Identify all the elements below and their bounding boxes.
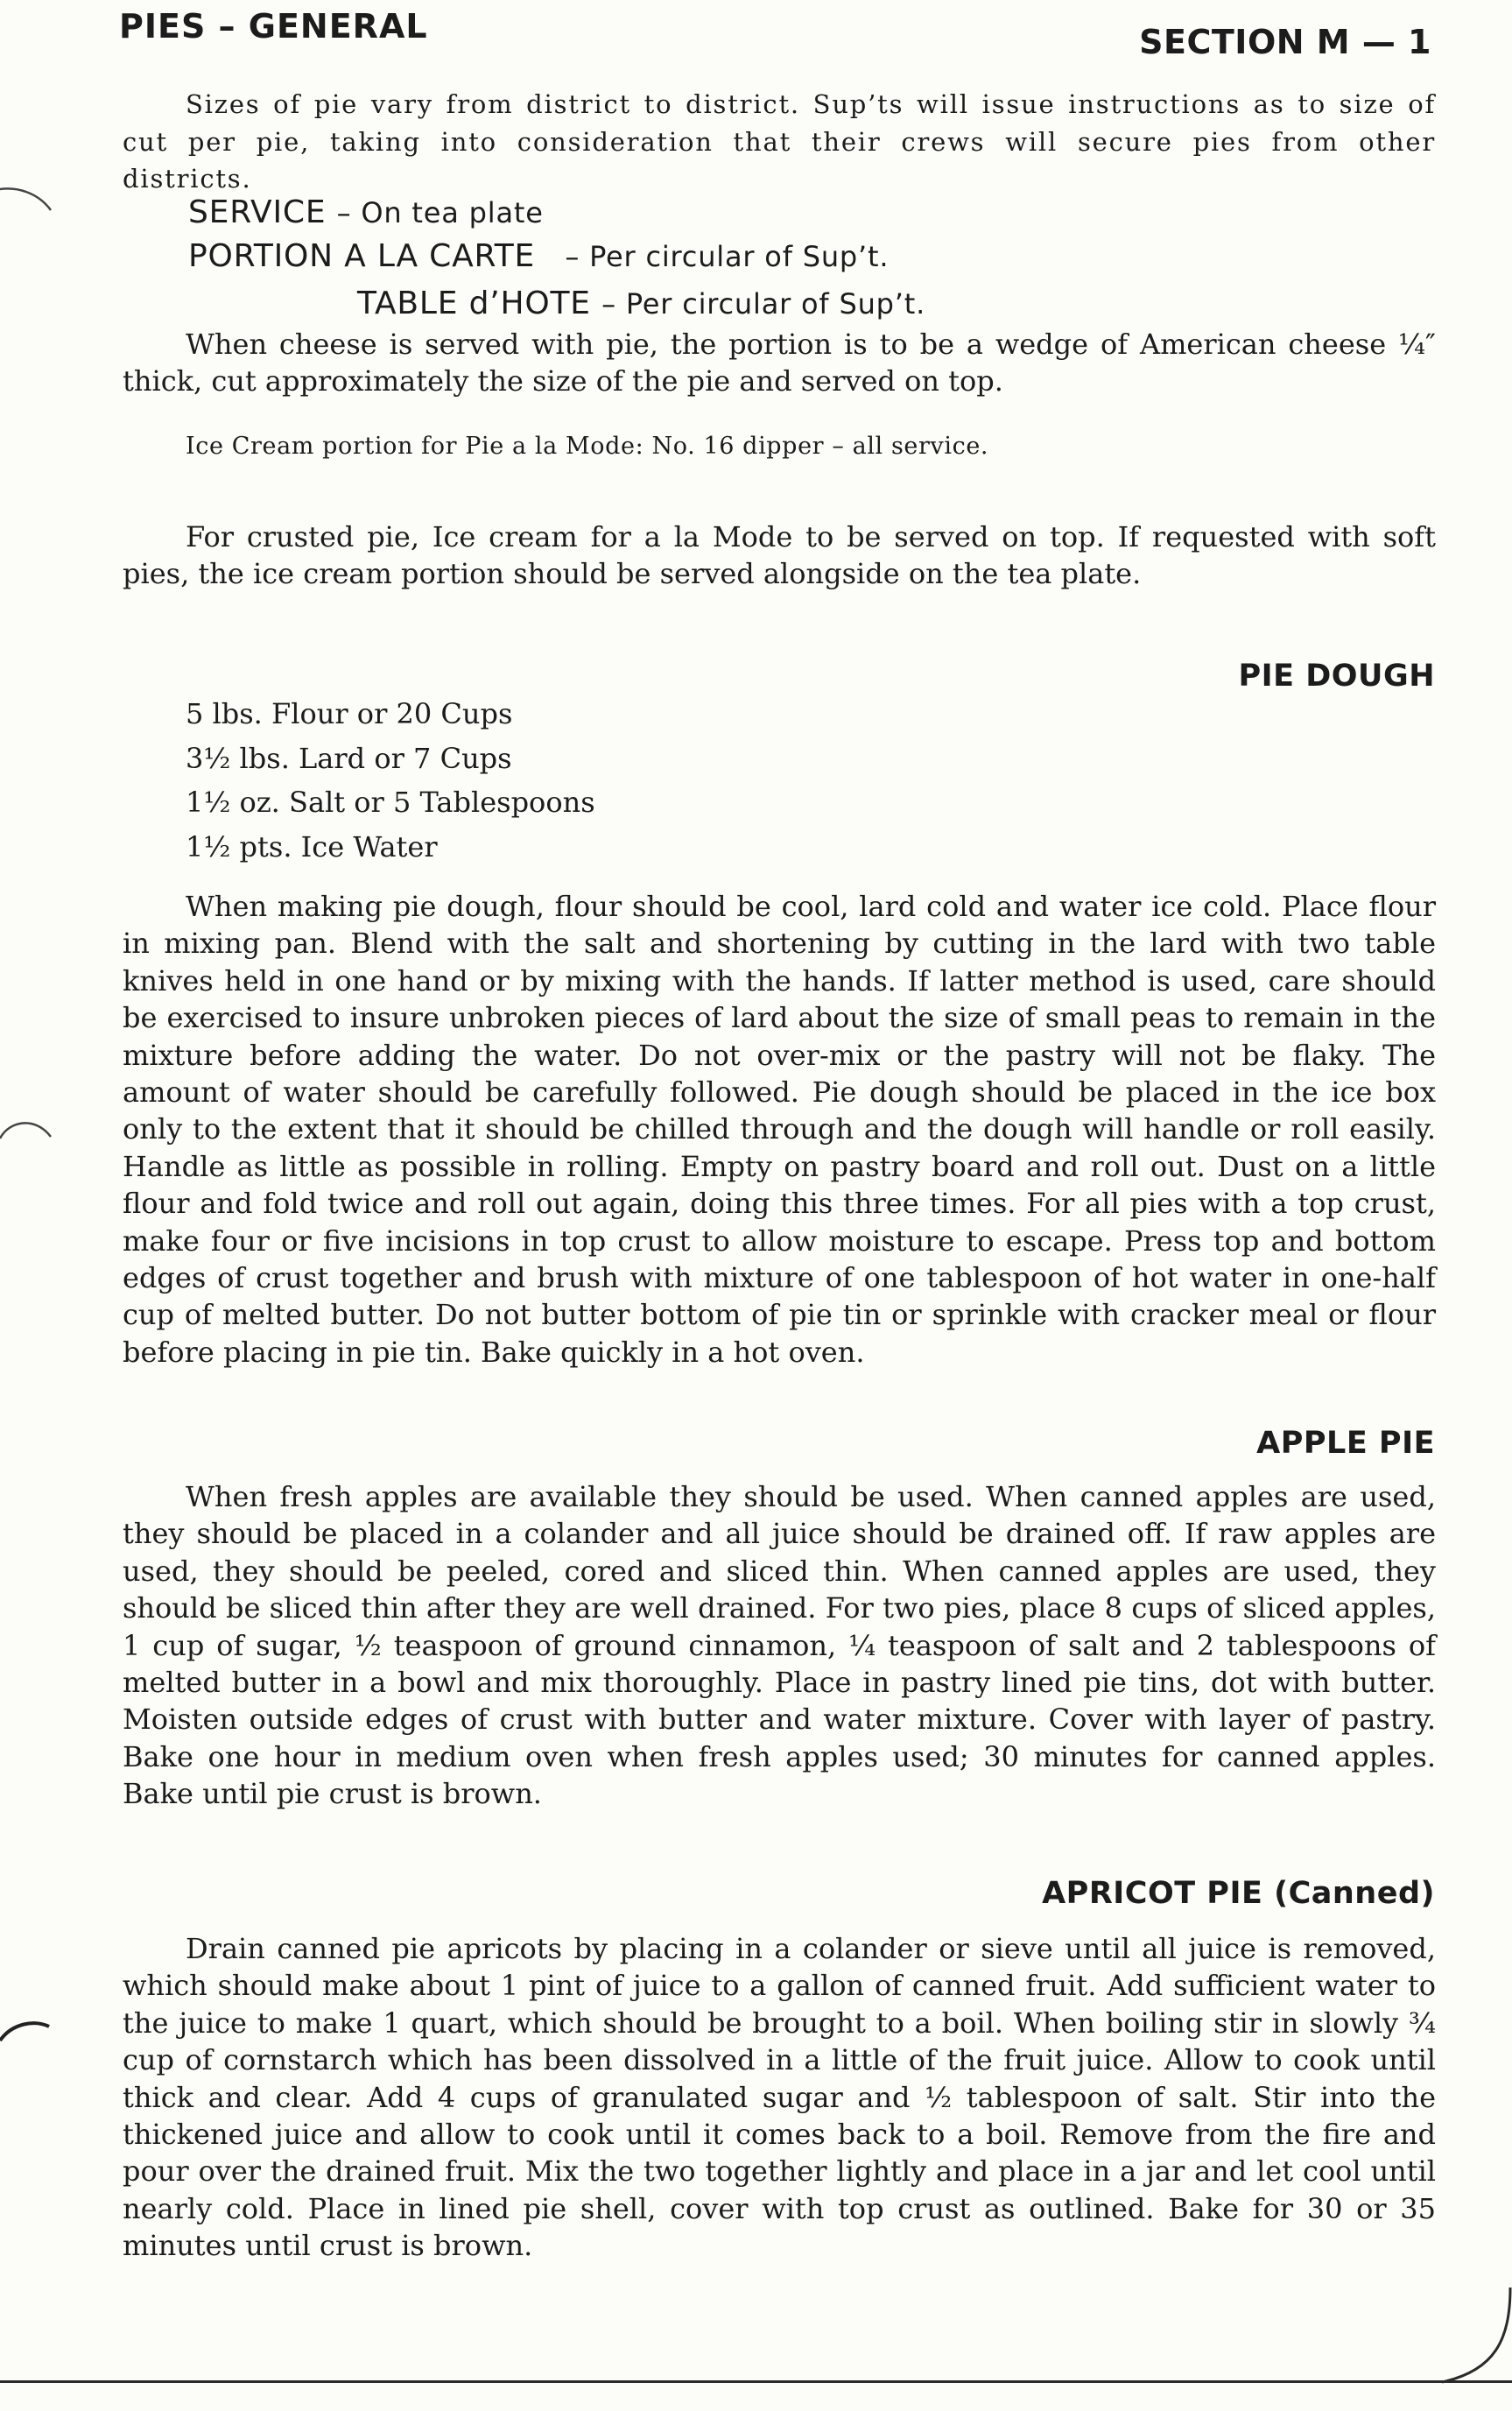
apple-pie-heading: APPLE PIE (1256, 1426, 1435, 1461)
page-bottom-edge (0, 2380, 1512, 2383)
service-label: SERVICE (188, 194, 327, 230)
service-value: – On tea plate (336, 196, 544, 229)
ingredient-item: 5 lbs. Flour or 20 Cups (186, 697, 513, 730)
page-section-title: PIES – GENERAL (119, 7, 428, 46)
table-dhote-value: – Per circular of Sup’t. (601, 287, 926, 321)
binder-hole-mark (0, 1105, 70, 1184)
pie-dough-heading: PIE DOUGH (1238, 659, 1435, 694)
apple-pie-instructions: When fresh apples are available they should be used. When canned apples are used, they should be placed in a colander and all juice should be drained off. If raw apples are used, they should be peeled, cored and sliced thin. When canned apples are used, they should be sliced thin after they are well drained. For two pies, place 8 cups of sliced apples, 1 cup of sugar, ½ teaspoon of ground cinnamon, ¼ teaspoon of salt and 2 tablespoons of melted butter in a bowl and mix thoroughly. Place in pastry lined pie tins, dot with butter. Moisten outside edges of crust with butter and water mixture. Cover with layer of pastry. Bake one hour in medium oven when fresh apples used; 30 minutes for canned apples. Bake until pie crust is brown. (123, 1480, 1436, 1811)
portion-label: PORTION A LA CARTE (188, 238, 536, 274)
ice-cream-portion-note: Ice Cream portion for Pie a la Mode: No. 16 dipper – all service. (186, 433, 989, 460)
crusted-pie-paragraph: For crusted pie, Ice cream for a la Mode to be served on top. If requested with soft pies, the ice cream portion should be served alongside on the tea plate. (123, 520, 1436, 591)
portion-line (188, 238, 889, 274)
table-dhote-label: TABLE d’HOTE (357, 286, 591, 321)
section-number: SECTION M — 1 (1139, 23, 1431, 61)
ingredient-item: 3½ lbs. Lard or 7 Cups (186, 741, 512, 775)
pie-dough-instructions: When making pie dough, flour should be cool, lard cold and water ice cold. Place flour in mixing pan. Blend with the salt and shortening by cutting in the lard with two table knives held in one hand or by mixing with the hands. If latter method is used, care should be exercised to insure unbroken pieces of lard about the size of small peas to remain in the mixture before adding the water. Do not over-mix or the pastry will not be flaky. The amount of water should be carefully followed. Pie dough should be placed in the ice box only to the extent that it should be chilled through and the dough will handle or roll easily. Handle as little as possible in rolling. Empty on pastry board and roll out. Dust on a little flour and fold twice and roll out again, doing this three times. For all pies with a top crust, make four or five incisions in top crust to allow moisture to escape. Press top and bottom edges of crust together and brush with mixture of one tablespoon of hot water in one-half cup of melted butter. Do not butter bottom of pie tin or sprinkle with cracker meal or flour before placing in pie tin. Bake quickly in a hot oven. (123, 890, 1436, 1369)
table-dhote-line (357, 286, 925, 321)
service-line (188, 194, 544, 230)
cheese-paragraph: When cheese is served with pie, the portion is to be a wedge of American cheese ¼″ thick, cut approximately the size of the pie and served on top. (123, 328, 1436, 398)
apricot-pie-instructions: Drain canned pie apricots by placing in a colander or sieve until all juice is removed, which should make about 1 pint of juice to a gallon of canned fruit. Add sufficient water to the juice to make 1 quart, which should be brought to a boil. When boiling stir in slowly ¾ cup of cornstarch which has been dissolved in a little of the fruit juice. Allow to cook until thick and clear. Add 4 cups of granulated sugar and ½ tablespoon of salt. Stir into the thickened juice and allow to cook until it comes back to a boil. Remove from the fire and pour over the drained fruit. Mix the two together lightly and place in a jar and let cool until nearly cold. Place in lined pie shell, cover with top crust as outlined. Bake for 30 or 35 minutes until crust is brown. (123, 1932, 1436, 2263)
ingredient-item: 1½ oz. Salt or 5 Tablespoons (186, 786, 595, 819)
page-corner-curl (1442, 2288, 1512, 2384)
binder-hole-mark (0, 2006, 70, 2084)
intro-paragraph: Sizes of pie vary from district to district. Sup’ts will issue instructions as to size of cut per pie, taking into consideration that their crews will secure pies from other districts. (123, 89, 1436, 194)
pie-dough-ingredients (186, 692, 595, 869)
binder-hole-mark (0, 175, 70, 254)
portion-value: – Per circular of Sup’t. (565, 240, 890, 273)
apricot-pie-heading: APRICOT PIE (Canned) (1042, 1876, 1435, 1911)
ingredient-item: 1½ pts. Ice Water (186, 829, 438, 864)
